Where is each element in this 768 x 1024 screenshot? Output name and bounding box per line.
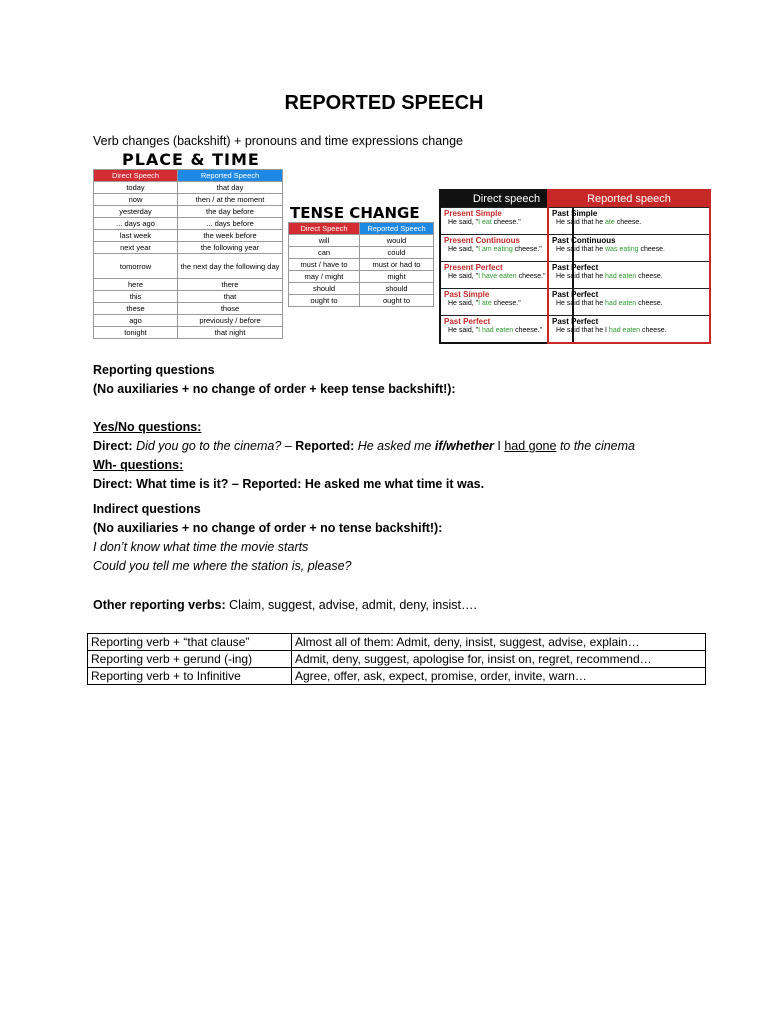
tense-row (289, 235, 434, 247)
other-verbs-line: Other reporting verbs: Claim, suggest, advise, admit, deny, insist…. (93, 598, 477, 612)
example-sentence: He said that he I had eaten cheese. (556, 327, 667, 334)
direct-cell: may / might (289, 271, 360, 283)
reporting-questions-note: (No auxiliaries + no change of order + keep tense backshift!): (93, 382, 456, 396)
place-time-row (94, 327, 283, 339)
tense-change-table (288, 222, 434, 307)
direct-cell: ... days ago (94, 218, 178, 230)
verb-pattern-cell: Reporting verb + “that clause” (88, 634, 292, 651)
reported-cell: ought to (360, 295, 434, 307)
highlighted-verb: I eat (478, 219, 492, 226)
place-time-title: PLACE & TIME (122, 150, 260, 169)
reported-cell: there (178, 279, 283, 291)
tense-name: Past Perfect (552, 290, 599, 299)
example-sentence: He said, "I had eaten cheese." (448, 327, 543, 334)
direct-cell: these (94, 303, 178, 315)
highlighted-verb: I am eating (478, 246, 513, 253)
reporting-questions-section (93, 361, 635, 494)
direct-cell: this (94, 291, 178, 303)
highlighted-verb: had eaten (605, 300, 637, 307)
reported-cell: that (178, 291, 283, 303)
place-time-row (94, 182, 283, 194)
place-time-row (94, 206, 283, 218)
reported-tense-cell (549, 234, 709, 261)
place-time-row (94, 242, 283, 254)
page-title: REPORTED SPEECH (284, 92, 484, 114)
verb-pattern-cell: Reporting verb + gerund (-ing) (88, 651, 292, 668)
indirect-questions-section (93, 500, 442, 576)
example-sentence: He said, "I am eating cheese." (448, 246, 542, 253)
verb-table-row (88, 634, 706, 651)
direct-cell: here (94, 279, 178, 291)
tense-name: Past Simple (552, 209, 598, 218)
place-time-row (94, 230, 283, 242)
reported-cell: that day (178, 182, 283, 194)
wh-heading: Wh- questions: (93, 458, 184, 472)
indirect-questions-heading: Indirect questions (93, 502, 201, 516)
verb-table-row (88, 668, 706, 685)
place-time-row (94, 254, 283, 279)
tense-row (289, 259, 434, 271)
tense-name: Present Continuous (444, 236, 521, 245)
direct-cell: tonight (94, 327, 178, 339)
indirect-example-1: I don’t know what time the movie starts (93, 540, 309, 554)
example-sentence: He said, "I ate cheese." (448, 300, 521, 307)
direct-cell: can (289, 247, 360, 259)
reported-cell: then / at the moment (178, 194, 283, 206)
reported-tense-cell (549, 207, 709, 234)
place-time-row (94, 194, 283, 206)
place-time-row (94, 303, 283, 315)
tense-name: Past Perfect (444, 317, 491, 326)
reported-cell: ... days before (178, 218, 283, 230)
direct-speech-header: Direct speech (441, 191, 572, 207)
direct-cell: today (94, 182, 178, 194)
highlighted-verb: was eating (605, 246, 639, 253)
place-time-row (94, 218, 283, 230)
place-time-row (94, 279, 283, 291)
tense-row (289, 247, 434, 259)
yesno-heading: Yes/No questions: (93, 420, 202, 434)
place-time-table (93, 169, 283, 339)
tense-name: Past Continuous (552, 236, 616, 245)
tense-header-direct: Direct Speech (289, 223, 360, 235)
direct-cell: ought to (289, 295, 360, 307)
reported-tense-cell (549, 315, 709, 342)
reported-speech-panel (547, 189, 711, 344)
direct-cell: must / have to (289, 259, 360, 271)
wh-example: Direct: What time is it? – Reported: He asked me what time it was. (93, 477, 485, 491)
tense-row (289, 271, 434, 283)
reported-cell: the day before (178, 206, 283, 218)
reported-cell: could (360, 247, 434, 259)
yesno-example: Direct: Did you go to the cinema? – Reported: He asked me if/whether I had gone to the cinema (93, 439, 635, 453)
highlighted-verb: had eaten (608, 327, 641, 334)
direct-cell: next year (94, 242, 178, 254)
reported-cell: the next day the following day (178, 254, 283, 279)
reported-cell: the week before (178, 230, 283, 242)
tense-change-title: TENSE CHANGE (290, 204, 420, 222)
reported-cell: that night (178, 327, 283, 339)
place-time-header-direct: Direct Speech (94, 170, 178, 182)
reported-tense-cell (549, 288, 709, 315)
highlighted-verb: I have eaten (478, 273, 517, 280)
intro-text: Verb changes (backshift) + pronouns and time expressions change (93, 134, 464, 148)
reporting-questions-heading: Reporting questions (93, 363, 215, 377)
direct-cell: yesterday (94, 206, 178, 218)
tense-name: Present Perfect (444, 263, 503, 272)
direct-cell: will (289, 235, 360, 247)
indirect-example-2: Could you tell me where the station is, please? (93, 559, 352, 573)
direct-cell: should (289, 283, 360, 295)
place-time-header-reported: Reported Speech (178, 170, 283, 182)
highlighted-verb: ate (605, 219, 615, 226)
reported-cell: might (360, 271, 434, 283)
tense-name: Past Perfect (552, 317, 599, 326)
tense-row (289, 283, 434, 295)
reported-speech-header: Reported speech (549, 191, 709, 207)
highlighted-verb: I had eaten (478, 327, 514, 334)
verb-table-row (88, 651, 706, 668)
place-time-row (94, 291, 283, 303)
reporting-verbs-table (87, 633, 706, 685)
example-sentence: He said that he had eaten cheese. (556, 300, 663, 307)
verb-examples-cell: Agree, offer, ask, expect, promise, order, invite, warn… (292, 668, 706, 685)
example-sentence: He said that he was eating cheese. (556, 246, 665, 253)
reported-cell: previously / before (178, 315, 283, 327)
tense-name: Past Simple (444, 290, 490, 299)
reported-cell: those (178, 303, 283, 315)
highlighted-verb: I ate (478, 300, 492, 307)
example-sentence: He said, "I eat cheese." (448, 219, 521, 226)
reported-cell: would (360, 235, 434, 247)
highlighted-verb: had eaten (605, 273, 637, 280)
example-sentence: He said that he had eaten cheese. (556, 273, 663, 280)
tense-row (289, 295, 434, 307)
direct-cell: last week (94, 230, 178, 242)
direct-cell: now (94, 194, 178, 206)
example-sentence: He said that he ate cheese. (556, 219, 642, 226)
verb-examples-cell: Admit, deny, suggest, apologise for, insist on, regret, recommend… (292, 651, 706, 668)
place-time-row (94, 315, 283, 327)
reported-cell: the following year (178, 242, 283, 254)
tense-name: Past Perfect (552, 263, 599, 272)
reported-cell: must or had to (360, 259, 434, 271)
direct-cell: tomorrow (94, 254, 178, 279)
tense-name: Present Simple (444, 209, 502, 218)
reported-tense-cell (549, 261, 709, 288)
direct-cell: ago (94, 315, 178, 327)
tense-header-reported: Reported Speech (360, 223, 434, 235)
indirect-questions-note: (No auxiliaries + no change of order + no tense backshift!): (93, 521, 443, 535)
reported-cell: should (360, 283, 434, 295)
verb-pattern-cell: Reporting verb + to Infinitive (88, 668, 292, 685)
verb-examples-cell: Almost all of them: Admit, deny, insist, suggest, advise, explain… (292, 634, 706, 651)
example-sentence: He said, "I have eaten cheese." (448, 273, 546, 280)
